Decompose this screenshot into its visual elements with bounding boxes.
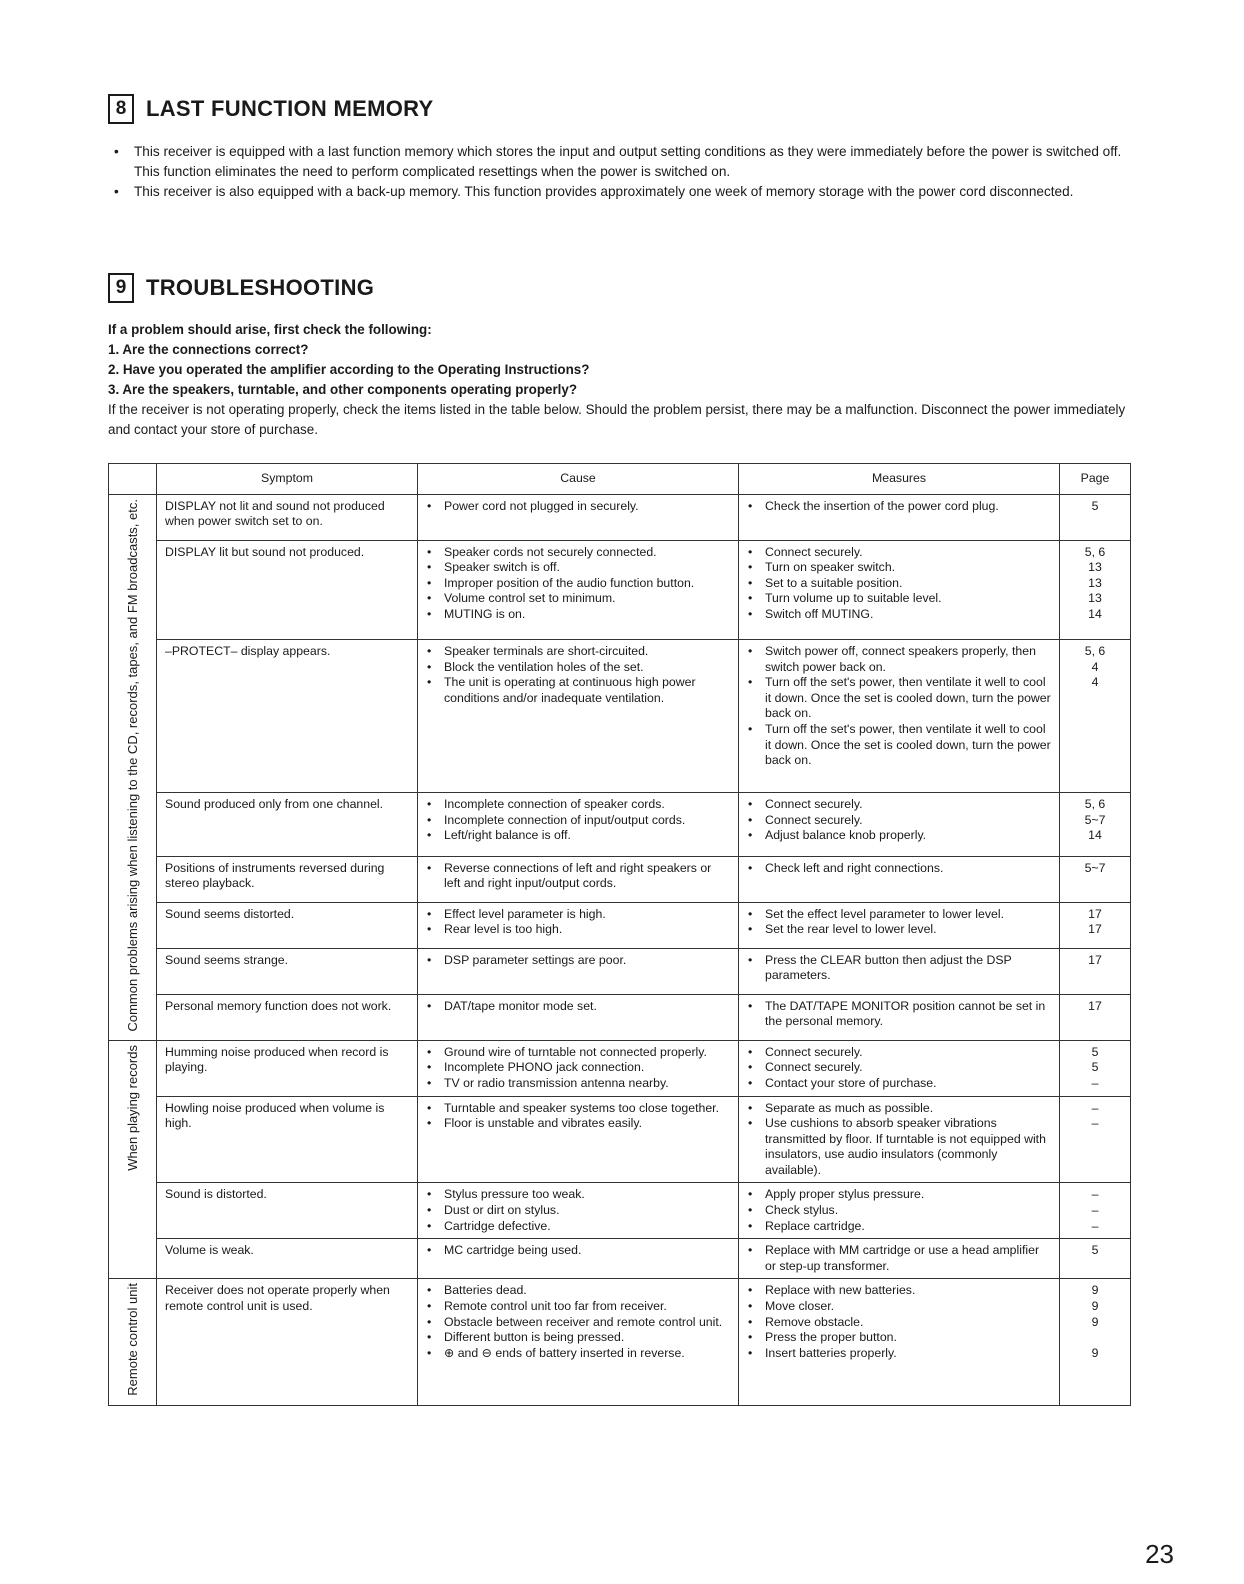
measure-item: • Press the CLEAR button then adjust the DSP parameters.: [747, 953, 1051, 984]
cause-item: • Volume control set to minimum.: [426, 591, 730, 607]
cause-cell: [418, 494, 739, 540]
page-ref: –: [1091, 1187, 1099, 1202]
section-9-heading: [108, 273, 374, 303]
table-row: [109, 640, 1131, 793]
cause-item: • Left/right balance is off.: [426, 828, 730, 844]
cause-item: • Speaker cords not securely connected.: [426, 545, 730, 561]
page-cell: [1060, 540, 1131, 639]
measure-item: • Separate as much as possible.: [747, 1101, 1051, 1117]
page-ref: 5~7: [1084, 812, 1106, 827]
table-row: [109, 994, 1131, 1040]
measure-item: • Turn volume up to suitable level.: [747, 591, 1051, 607]
section-8-bullets: [112, 142, 1132, 202]
page-ref: [1068, 1330, 1122, 1346]
measure-item: • Press the proper button.: [747, 1330, 1051, 1346]
page-cell: [1060, 1279, 1131, 1405]
measures-cell: [739, 1183, 1060, 1239]
category-cell: [109, 1040, 157, 1279]
cause-cell: [418, 856, 739, 902]
page-ref: 17: [1088, 952, 1102, 967]
cause-item: • DAT/tape monitor mode set.: [426, 999, 730, 1015]
cause-item: • MC cartridge being used.: [426, 1243, 730, 1259]
measure-item: • Contact your store of purchase.: [747, 1076, 1051, 1092]
symptom-cell: DISPLAY lit but sound not produced.: [157, 540, 418, 639]
measure-item: • Move closer.: [747, 1299, 1051, 1315]
measure-item: • Replace with MM cartridge or use a head amplifier or step-up transformer.: [747, 1243, 1051, 1274]
page-ref: 9: [1091, 1299, 1099, 1314]
cause-cell: [418, 1279, 739, 1405]
section-8-number: 8: [108, 94, 134, 124]
table-row: [109, 494, 1131, 540]
measure-item: • Connect securely.: [747, 813, 1051, 829]
cause-item: • Dust or dirt on stylus.: [426, 1203, 730, 1219]
table-row: [109, 902, 1131, 948]
check-item: 1. Are the connections correct?: [108, 342, 309, 357]
page-cell: [1060, 948, 1131, 994]
check-item: 2. Have you operated the amplifier according to the Operating Instructions?: [108, 362, 590, 377]
measures-cell: [739, 640, 1060, 793]
measure-item: • Switch power off, connect speakers properly, then switch power back on.: [747, 644, 1051, 675]
measure-item: • Set to a suitable position.: [747, 576, 1051, 592]
category-cell: [109, 494, 157, 1040]
troubleshooting-intro: [108, 320, 1138, 440]
cause-cell: [418, 1096, 739, 1183]
intro-tail: If the receiver is not operating properly, check the items listed in the table below. Should the problem persist, there may be a malfunction. Disconnect the power immediately and contact your store of purchase.: [108, 402, 1126, 437]
table-row: [109, 1096, 1131, 1183]
page-ref: 9: [1091, 1345, 1099, 1360]
measure-item: • Turn off the set's power, then ventilate it well to cool it down. Once the set is cooled down, turn the power back on.: [747, 675, 1051, 722]
cause-item: • Rear level is too high.: [426, 922, 730, 938]
measures-cell: [739, 1239, 1060, 1279]
measures-cell: [739, 793, 1060, 857]
cause-item: • DSP parameter settings are poor.: [426, 953, 730, 969]
measure-item: • Apply proper stylus pressure.: [747, 1187, 1051, 1203]
measures-cell: [739, 994, 1060, 1040]
cause-cell: [418, 640, 739, 793]
table-row: [109, 948, 1131, 994]
measure-item: • Set the rear level to lower level.: [747, 922, 1051, 938]
measures-cell: [739, 540, 1060, 639]
symptom-header: Symptom: [157, 464, 418, 495]
page-cell: [1060, 1040, 1131, 1096]
page-cell: [1060, 793, 1131, 857]
page-ref: 5, 6: [1084, 797, 1106, 812]
page-ref: 5: [1091, 1044, 1099, 1059]
page-number: 23: [1145, 1539, 1174, 1569]
cause-item: • Incomplete connection of input/output cords.: [426, 813, 730, 829]
page-ref: 13: [1088, 575, 1102, 590]
measure-item: • Set the effect level parameter to lower level.: [747, 907, 1051, 923]
table-row: [109, 1239, 1131, 1279]
page-cell: [1060, 902, 1131, 948]
measure-item: • Connect securely.: [747, 1045, 1051, 1061]
symptom-cell: Howling noise produced when volume is high.: [157, 1096, 418, 1183]
symptom-cell: Sound is distorted.: [157, 1183, 418, 1239]
table-row: [109, 1279, 1131, 1405]
table-body: [109, 494, 1131, 1405]
page-ref: 4: [1091, 659, 1099, 674]
intro-lead: If a problem should arise, first check the following:: [108, 322, 432, 337]
page-ref: –: [1091, 1218, 1099, 1233]
cause-item: • Effect level parameter is high.: [426, 907, 730, 923]
cause-item: • MUTING is on.: [426, 607, 730, 623]
measure-item: • Check left and right connections.: [747, 861, 1051, 877]
cause-item: • TV or radio transmission antenna nearby.: [426, 1076, 730, 1092]
cause-cell: [418, 1040, 739, 1096]
table-row: [109, 1183, 1131, 1239]
cause-cell: [418, 540, 739, 639]
measure-item: • Use cushions to absorb speaker vibrations transmitted by floor. If turntable is not equipped with insulators, use audio insulators (commonly available).: [747, 1116, 1051, 1178]
measure-item: • The DAT/TAPE MONITOR position cannot be set in the personal memory.: [747, 999, 1051, 1030]
cause-item: • Different button is being pressed.: [426, 1330, 730, 1346]
cause-item: • Speaker switch is off.: [426, 560, 730, 576]
table-row: [109, 856, 1131, 902]
cause-item: • Batteries dead.: [426, 1283, 730, 1299]
cause-item: • Turntable and speaker systems too close together.: [426, 1101, 730, 1117]
symptom-cell: Sound seems distorted.: [157, 902, 418, 948]
measure-item: • Insert batteries properly.: [747, 1346, 1051, 1362]
table-row: [109, 1040, 1131, 1096]
measure-item: • Connect securely.: [747, 1060, 1051, 1076]
page-ref: 4: [1091, 675, 1099, 690]
cause-cell: [418, 1183, 739, 1239]
page-ref: 5~7: [1084, 860, 1106, 875]
measure-item: • Turn on speaker switch.: [747, 560, 1051, 576]
measures-cell: [739, 948, 1060, 994]
measures-cell: [739, 494, 1060, 540]
measures-cell: [739, 1040, 1060, 1096]
page-ref: 5, 6: [1084, 544, 1106, 559]
table-header-row: [109, 464, 1131, 495]
symptom-cell: –PROTECT– display appears.: [157, 640, 418, 793]
cause-cell: [418, 902, 739, 948]
cause-item: • Improper position of the audio function button.: [426, 576, 730, 592]
cause-item: • ⊕ and ⊖ ends of battery inserted in reverse.: [426, 1346, 730, 1362]
page-ref: 17: [1088, 906, 1102, 921]
symptom-cell: Humming noise produced when record is playing.: [157, 1040, 418, 1096]
section-8-title: LAST FUNCTION MEMORY: [146, 96, 434, 121]
cause-header: Cause: [418, 464, 739, 495]
cause-item: • Remote control unit too far from receiver.: [426, 1299, 730, 1315]
page-ref: 5: [1091, 1060, 1099, 1075]
symptom-cell: Positions of instruments reversed during stereo playback.: [157, 856, 418, 902]
cause-item: • The unit is operating at continuous high power conditions and/or inadequate ventilation.: [426, 675, 730, 706]
page-ref: –: [1091, 1075, 1099, 1090]
symptom-cell: Sound produced only from one channel.: [157, 793, 418, 857]
measures-cell: [739, 856, 1060, 902]
cause-item: • Block the ventilation holes of the set.: [426, 660, 730, 676]
category-label: When playing records: [125, 1044, 140, 1171]
measures-cell: [739, 902, 1060, 948]
page-header: Page: [1060, 464, 1131, 495]
symptom-cell: Sound seems strange.: [157, 948, 418, 994]
cause-item: • Incomplete connection of speaker cords.: [426, 797, 730, 813]
page-cell: [1060, 856, 1131, 902]
cause-item: • Speaker terminals are short-circuited.: [426, 644, 730, 660]
page-cell: [1060, 1096, 1131, 1183]
page-ref: 5: [1091, 1243, 1099, 1258]
cause-item: • Incomplete PHONO jack connection.: [426, 1060, 730, 1076]
check-item: 3. Are the speakers, turntable, and other components operating properly?: [108, 382, 578, 397]
cause-item: • Cartridge defective.: [426, 1219, 730, 1235]
measure-item: • Check stylus.: [747, 1203, 1051, 1219]
page-cell: [1060, 994, 1131, 1040]
measure-item: • Connect securely.: [747, 545, 1051, 561]
cause-item: • Ground wire of turntable not connected properly.: [426, 1045, 730, 1061]
page-cell: [1060, 1183, 1131, 1239]
category-header: [109, 464, 157, 495]
measure-item: • Check the insertion of the power cord plug.: [747, 499, 1051, 515]
cause-item: • Floor is unstable and vibrates easily.: [426, 1116, 730, 1132]
measure-item: • Switch off MUTING.: [747, 607, 1051, 623]
page-cell: [1060, 1239, 1131, 1279]
measure-item: • Remove obstacle.: [747, 1315, 1051, 1331]
page-ref: 13: [1088, 560, 1102, 575]
section-8-heading: [108, 94, 434, 124]
measures-header: Measures: [739, 464, 1060, 495]
page-ref: 17: [1088, 922, 1102, 937]
page-cell: [1060, 494, 1131, 540]
cause-cell: [418, 1239, 739, 1279]
page-ref: 5, 6: [1084, 644, 1106, 659]
page-ref: 17: [1088, 998, 1102, 1013]
category-label: Remote control unit: [125, 1283, 140, 1397]
measure-item: • Replace cartridge.: [747, 1219, 1051, 1235]
page-ref: 14: [1088, 606, 1102, 621]
page-ref: 5: [1091, 498, 1099, 513]
symptom-cell: Personal memory function does not work.: [157, 994, 418, 1040]
symptom-cell: DISPLAY not lit and sound not produced when power switch set to on.: [157, 494, 418, 540]
cause-item: • Stylus pressure too weak.: [426, 1187, 730, 1203]
page-ref: 14: [1088, 828, 1102, 843]
cause-cell: [418, 994, 739, 1040]
symptom-cell: Receiver does not operate properly when remote control unit is used.: [157, 1279, 418, 1405]
page-ref: –: [1091, 1100, 1099, 1115]
section-9-number: 9: [108, 273, 134, 303]
page-ref: 9: [1091, 1314, 1099, 1329]
bullet-item: • This receiver is also equipped with a back-up memory. This function provides approximately one week of memory storage with the power cord disconnected.: [112, 182, 1132, 202]
category-label: Common problems arising when listening to the CD, records, tapes, and FM broadcasts, etc.: [125, 498, 140, 1032]
measure-item: • Adjust balance knob properly.: [747, 828, 1051, 844]
page-ref: 9: [1091, 1283, 1099, 1298]
measure-item: • Replace with new batteries.: [747, 1283, 1051, 1299]
cause-item: • Power cord not plugged in securely.: [426, 499, 730, 515]
page-ref: 13: [1088, 591, 1102, 606]
section-9-title: TROUBLESHOOTING: [146, 275, 375, 300]
measure-item: • Connect securely.: [747, 797, 1051, 813]
table-row: [109, 540, 1131, 639]
cause-cell: [418, 793, 739, 857]
page-ref: –: [1091, 1116, 1099, 1131]
measures-cell: [739, 1279, 1060, 1405]
symptom-cell: Volume is weak.: [157, 1239, 418, 1279]
cause-cell: [418, 948, 739, 994]
table-row: [109, 793, 1131, 857]
cause-item: • Reverse connections of left and right speakers or left and right input/output cords.: [426, 861, 730, 892]
page-cell: [1060, 640, 1131, 793]
category-cell: [109, 1279, 157, 1405]
bullet-item: • This receiver is equipped with a last function memory which stores the input and output setting conditions as they were immediately before the power is switched off. This function eliminates the need to perform complicated resettings when the power is switched on.: [112, 142, 1132, 182]
page-ref: –: [1091, 1203, 1099, 1218]
measures-cell: [739, 1096, 1060, 1183]
cause-item: • Obstacle between receiver and remote control unit.: [426, 1315, 730, 1331]
measure-item: • Turn off the set's power, then ventilate it well to cool it down. Once the set is cooled down, turn the power back on.: [747, 722, 1051, 769]
troubleshooting-table: [108, 463, 1131, 1406]
